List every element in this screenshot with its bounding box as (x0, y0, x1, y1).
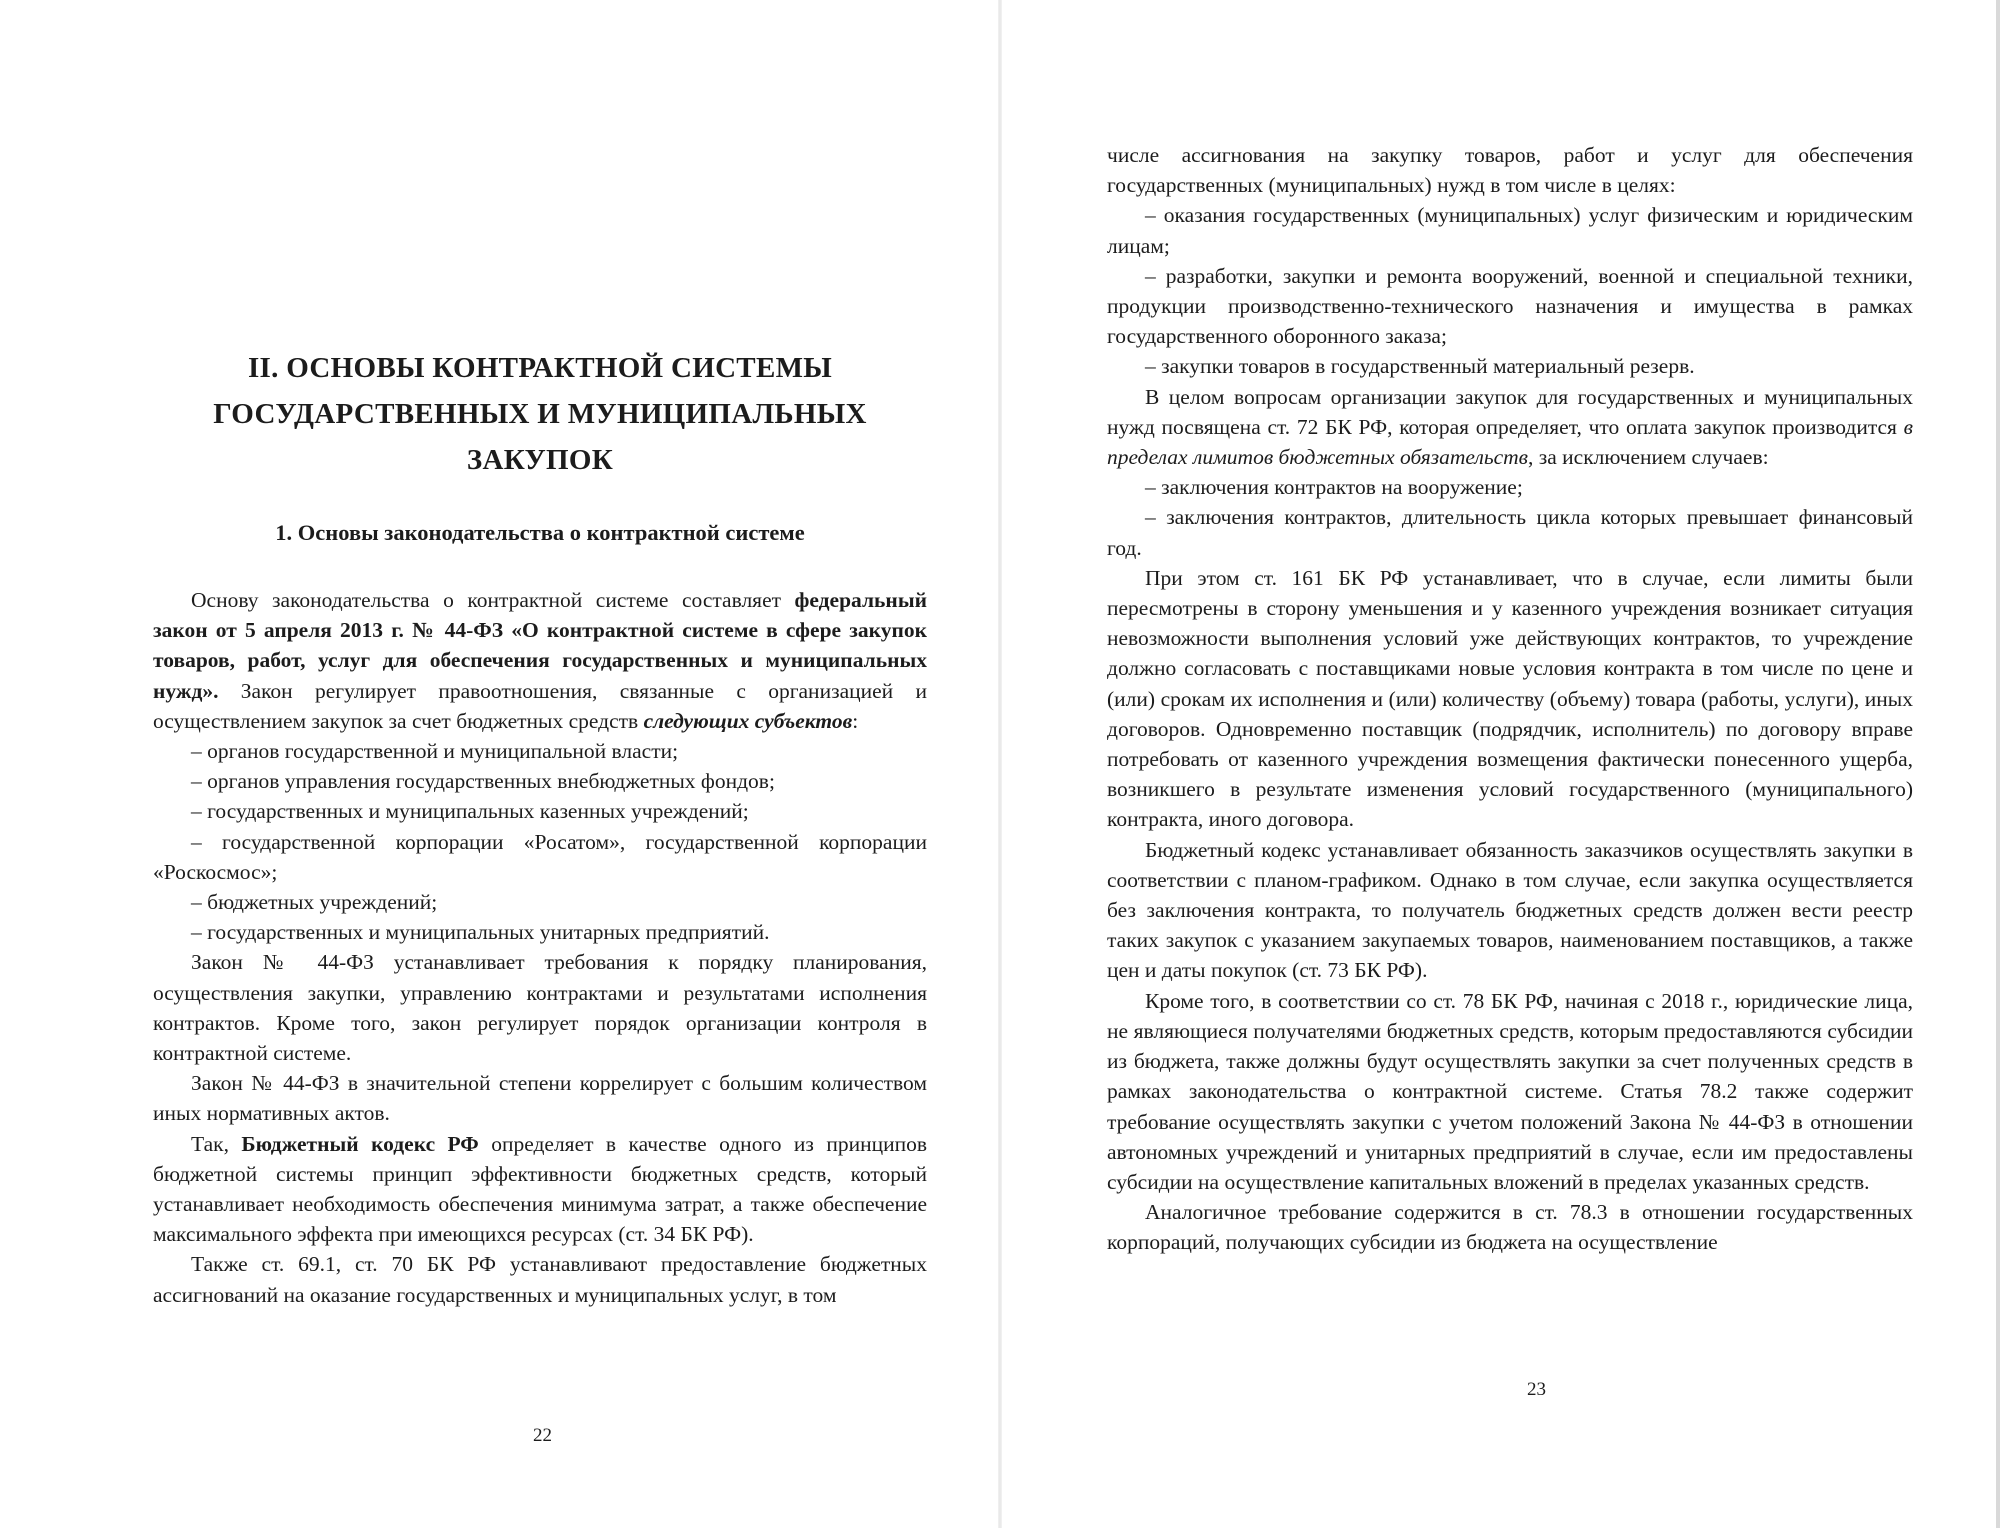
list-item: – заключения контрактов, длительность цикла которых превышает финансовый год. (1107, 505, 1913, 560)
list-item: – заключения контрактов на вооружение; (1145, 475, 1523, 500)
list-item: – государственных и муниципальных казенных учреждений; (191, 799, 749, 824)
list-item: – оказания государственных (муниципальных) услуг физическим и юридическим лицам; (1107, 203, 1913, 258)
chapter-heading-line-1: II. ОСНОВЫ КОНТРАКТНОЙ СИСТЕМЫ (247, 352, 833, 384)
list-item: – органов государственной и муниципальной власти; (191, 739, 679, 764)
text-span: Закон регулирует правоотношения, связанные с организацией и осуществлением закупок за счет бюджетных средств (153, 678, 927, 733)
law-title-bold: федеральный закон от 5 апреля 2013 г. № 44-ФЗ «О контрактной системе в сфере закупок товаров, работ, услуг для обеспечения государственных и муниципальных нужд». (153, 588, 927, 703)
paragraph-3: Закон № 44-ФЗ в значительной степени коррелирует с большим количеством иных нормативных актов. (153, 1071, 927, 1126)
budget-limits-italic: в пределах лимитов бюджетных обязательств (1107, 414, 1913, 470)
budget-code-bold: Бюджетный кодекс РФ (241, 1131, 479, 1156)
text-span: Так, (191, 1131, 242, 1156)
paragraph-4: Бюджетный кодекс устанавливает обязанность заказчиков осуществлять закупки в соответствии с планом-графиком. Однако в том случае, если закупка осуществляется без заключения контракта, то получатель бюджетных средств должен вести реестр таких закупок с указанием закупаемых товаров, наименованием поставщиков, а также цен и даты покупок (ст. 73 БК РФ). (1107, 837, 1913, 983)
paragraph-1: числе ассигнования на закупку товаров, работ и услуг для обеспечения государственных (муниципальных) нужд в том числе в целях: (1107, 143, 1913, 198)
list-item: – органов управления государственных внебюджетных фондов; (191, 769, 775, 794)
paragraph-4 (153, 1129, 927, 1250)
text-span: , за исключением случаев: (1528, 445, 1769, 470)
text-span: определяет в качестве одного из принципов бюджетной системы принцип эффективности бюджетных средств, который устанавливает необходимость обеспечения минимума затрат, а также обеспечение максимального эффекта при имеющихся ресурсах (ст. 34 БК РФ). (153, 1131, 928, 1247)
paragraph-5: Также ст. 69.1, ст. 70 БК РФ устанавливают предоставление бюджетных ассигнований на оказание государственных и муниципальных услуг, в том (153, 1252, 927, 1307)
subjects-bold-italic: следующих субъектов (643, 708, 853, 733)
list-item: – государственной корпорации «Росатом», государственной корпорации «Роскосмос»; (153, 829, 927, 884)
page-edge (1996, 0, 2000, 1528)
paragraph-1 (153, 585, 927, 736)
paragraph-2: Закон № 44-ФЗ устанавливает требования к порядку планирования, осуществления закупки, управлению контрактами и результатами исполнения контрактов. Кроме того, закон регулирует порядок организации контроля в контрактной системе. (153, 950, 927, 1066)
text-span: : (852, 708, 859, 733)
chapter-heading-line-2: ГОСУДАРСТВЕННЫХ И МУНИЦИПАЛЬНЫХ ЗАКУПОК (213, 398, 867, 476)
list-item: – бюджетных учреждений; (191, 890, 438, 915)
right-page (1000, 0, 2000, 1528)
paragraph-6: Аналогичное требование содержится в ст. 78.3 в отношении государственных корпораций, получающих субсидии из бюджета на осуществление (1107, 1200, 1913, 1255)
paragraph-3: При этом ст. 161 БК РФ устанавливает, что в случае, если лимиты были пересмотрены в сторону уменьшения и у казенного учреждения возникает ситуация невозможности выполнения условий уже действующих контрактов, то учреждение должно согласовать с поставщиками новые условия контракта в том числе по цене и (или) срокам их исполнения и (или) количеству (объему) товара (работы, услуги), иных договоров. Одновременно поставщик (подрядчик, исполнитель) по договору вправе потребовать от казенного учреждения возмещения фактически понесенного ущерба, возникшего в результате изменения условий государственного (муниципального) контракта, иного договора. (1107, 565, 1913, 832)
list-item: – государственных и муниципальных унитарных предприятий. (191, 920, 770, 945)
chapter-heading (140, 345, 940, 483)
list-item: – разработки, закупки и ремонта вооружений, военной и специальной техники, продукции производственно-технического назначения и имущества в рамках государственного оборонного заказа; (1107, 263, 1913, 349)
list-item: – закупки товаров в государственный материальный резерв. (1145, 354, 1695, 379)
right-page-body (1107, 140, 1913, 1258)
paragraph-2 (1107, 382, 1913, 473)
section-heading: 1. Основы законодательства о контрактной системе (275, 520, 805, 545)
text-span: В целом вопросам организации закупок для государственных и муниципальных нужд посвящена ст. 72 БК РФ, которая определяет, что оплата закупок производится (1107, 384, 1913, 439)
paragraph-5: Кроме того, в соответствии со ст. 78 БК РФ, начиная с 2018 г., юридические лица, не являющиеся получателями бюджетных средств, которым предоставляются субсидии из бюджета, также должны будут осуществлять закупки за счет полученных средств в рамках законодательства о контрактной системе. Статья 78.2 также содержит требование осуществлять закупки с учетом положений Закона № 44-ФЗ в отношении автономных учреждений и унитарных предприятий в случае, если им предоставлены субсидии на осуществление капитальных вложений в пределах указанных средств. (1107, 988, 1913, 1194)
text-span: Основу законодательства о контрактной системе составляет (191, 588, 795, 612)
left-page-body (153, 585, 927, 1310)
page-number: 23 (1527, 1379, 1546, 1400)
page-number: 22 (533, 1425, 552, 1446)
